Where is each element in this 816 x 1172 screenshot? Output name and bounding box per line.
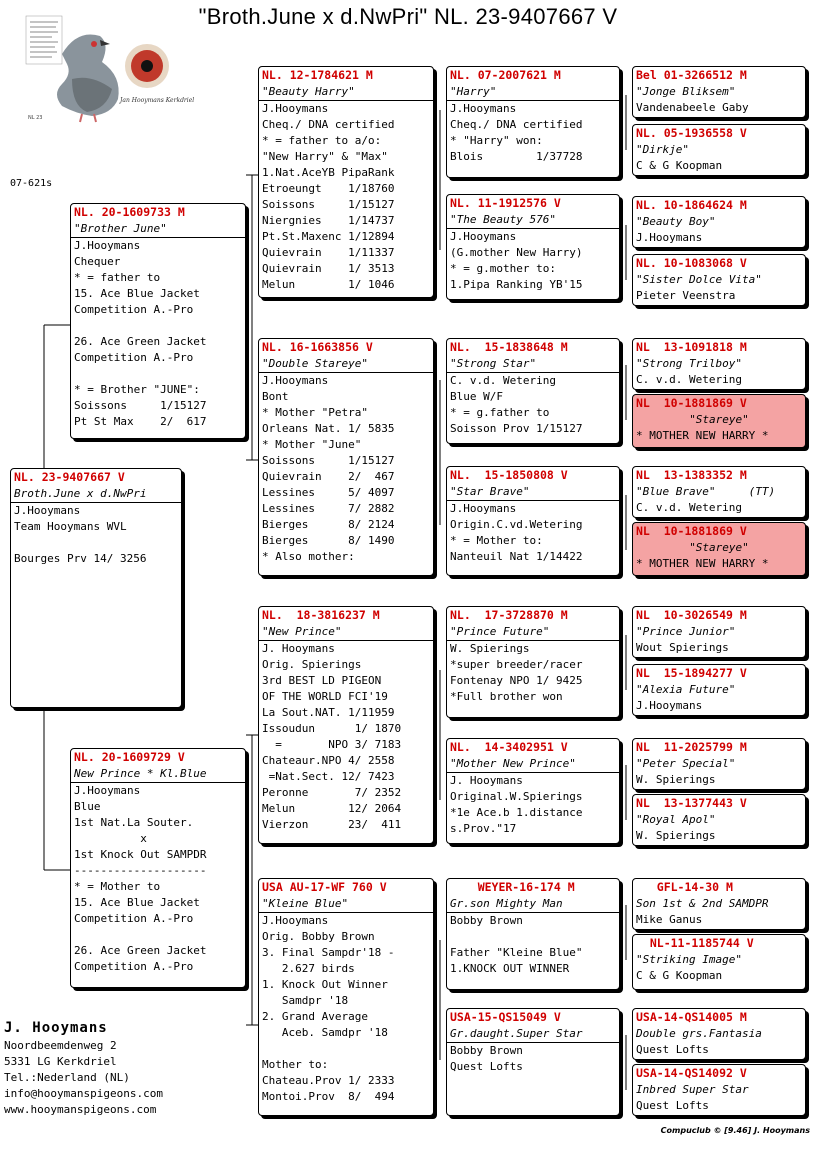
info-line: 1.Nat.AceYB PipaRank xyxy=(262,166,395,179)
info-line: Bourges Prv 14/ 3256 xyxy=(14,552,147,565)
info-line: *Full brother won xyxy=(450,690,563,703)
info-line: Wout Spierings xyxy=(636,641,729,654)
info-line: Soisson Prov 1/15127 xyxy=(450,422,583,435)
info-line: Team Hooymans WVL xyxy=(14,520,127,533)
info-line: 3rd BEST LD PIGEON xyxy=(262,674,382,687)
ring-number: NL 15-1894277 V xyxy=(636,666,747,680)
info-line: Aceb. Samdpr '18 xyxy=(262,1026,388,1039)
pigeon-name: "Jonge Bliksem" xyxy=(636,85,736,98)
info-line: J.Hooymans xyxy=(74,239,141,252)
info-line: J.Hooymans xyxy=(636,231,703,244)
owner-website[interactable]: www.hooymanspigeons.com xyxy=(4,1103,157,1116)
pigeon-name: "Mother New Prince" xyxy=(447,756,619,773)
grandparent-card[interactable] xyxy=(258,878,434,1116)
info-line: Fontenay NPO 1/ 9425 xyxy=(450,674,583,687)
pigeon-name: "Harry" xyxy=(447,84,619,101)
owner-name: J. Hooymans xyxy=(4,1020,108,1036)
pigeon-name: "Alexia Future" xyxy=(636,683,736,696)
info-line: Competition A.-Pro xyxy=(74,912,194,925)
great-grandparent-card[interactable] xyxy=(446,738,620,844)
info-line: Soissons 1/15127 xyxy=(262,454,395,467)
info-line: Orig. Spierings xyxy=(262,658,362,671)
info-line: W. Spierings xyxy=(636,829,716,842)
ring-number: NL. 18-3816237 M xyxy=(262,608,380,622)
info-line: Quest Lofts xyxy=(636,1099,709,1112)
pigeon-name: "Dirkje" xyxy=(636,143,689,156)
info-line: * Mother "Petra" xyxy=(262,406,368,419)
info-line: Chateau.Prov 1/ 2333 xyxy=(262,1074,395,1087)
owner-address: Noordbeemdenweg 2 xyxy=(4,1039,117,1052)
info-line: C. v.d. Wetering xyxy=(450,374,556,387)
info-line: J.Hooymans xyxy=(262,102,329,115)
main-pigeon-card[interactable] xyxy=(10,468,182,708)
owner-email[interactable]: info@hooymanspigeons.com xyxy=(4,1087,163,1100)
pigeon-name: "Sister Dolce Vita" xyxy=(636,273,762,286)
info-line: Blue xyxy=(74,800,101,813)
info-line xyxy=(74,366,242,382)
ring-number: USA-14-QS14005 M xyxy=(636,1010,747,1024)
info-line: Nanteuil Nat 1/14422 xyxy=(450,550,583,563)
grandparent-card[interactable] xyxy=(258,606,434,844)
info-line: J.Hooymans xyxy=(450,102,517,115)
info-line: 15. Ace Blue Jacket xyxy=(74,287,200,300)
info-line: Quievrain 2/ 467 xyxy=(262,470,395,483)
grandparent-card[interactable] xyxy=(258,338,434,576)
ring-number: NL. 10-1083068 V xyxy=(636,256,747,270)
ring-number: NL. 07-2007621 M xyxy=(450,68,561,82)
info-line: J. Hooymans xyxy=(262,642,335,655)
info-line: OF THE WORLD FCI'19 xyxy=(262,690,388,703)
ring-number: NL 13-1091818 M xyxy=(636,340,747,354)
ancestor-card[interactable] xyxy=(632,466,806,518)
pigeon-name: "Double Stareye" xyxy=(259,356,433,373)
info-line: Lessines 7/ 2882 xyxy=(262,502,395,515)
dam-card[interactable] xyxy=(70,748,246,988)
info-line: -------------------- xyxy=(74,864,207,877)
info-line: J.Hooymans xyxy=(262,914,329,927)
info-line: Quievrain 1/11337 xyxy=(262,246,395,259)
info-line: * = g.mother to: xyxy=(450,262,556,275)
ring-number: NL. 20-1609729 V xyxy=(74,750,185,764)
info-line: 2.627 birds xyxy=(262,962,355,975)
info-line: 1.KNOCK OUT WINNER xyxy=(450,962,570,975)
svg-text:Jan Hooymans Kerkdriel: Jan Hooymans Kerkdriel xyxy=(120,97,195,104)
info-line xyxy=(450,929,616,945)
ring-number: GFL-14-30 M xyxy=(636,880,733,894)
info-line: = NPO 3/ 7183 xyxy=(262,738,402,751)
pigeon-name: "New Prince" xyxy=(259,624,433,641)
info-line: J. Hooymans xyxy=(450,774,523,787)
pigeon-name: "The Beauty 576" xyxy=(447,212,619,229)
info-line: J.Hooymans xyxy=(14,504,81,517)
info-line: Mother to: xyxy=(262,1058,329,1071)
ring-number: NL-11-1185744 V xyxy=(636,936,754,950)
info-line: C. v.d. Wetering xyxy=(636,501,742,514)
info-line: * = Mother to: xyxy=(450,534,543,547)
great-grandparent-card[interactable] xyxy=(446,338,620,444)
ancestor-card[interactable] xyxy=(632,606,806,658)
pigeon-name: "Royal Apol" xyxy=(636,813,716,826)
pedigree-code: 07-621s xyxy=(10,178,53,189)
info-line: Chequer xyxy=(74,255,121,268)
ring-number: NL. 17-3728870 M xyxy=(450,608,568,622)
ring-number: NL 10-1881869 V xyxy=(636,396,747,410)
great-grandparent-card[interactable] xyxy=(446,878,620,990)
info-line: Cheq./ DNA certified xyxy=(450,118,583,131)
info-line: Pieter Veenstra xyxy=(636,289,736,302)
pigeon-name: Gr.son Mighty Man xyxy=(447,896,619,913)
ring-number: NL. 20-1609733 M xyxy=(74,205,185,219)
info-line: Niergnies 1/14737 xyxy=(262,214,395,227)
great-grandparent-card[interactable] xyxy=(446,1008,620,1116)
ring-number: NL. 16-1663856 V xyxy=(262,340,373,354)
owner-phone: Tel.:Nederland (NL) xyxy=(4,1071,130,1084)
pigeon-name: "Beauty Boy" xyxy=(636,215,716,228)
info-line: * = Mother to xyxy=(74,880,161,893)
info-line: Vierzon 23/ 411 xyxy=(262,818,402,831)
pigeon-name: Inbred Super Star xyxy=(636,1083,749,1096)
sire-card[interactable] xyxy=(70,203,246,439)
info-line: 26. Ace Green Jacket xyxy=(74,335,207,348)
info-line: x xyxy=(74,832,147,845)
info-line: Lessines 5/ 4097 xyxy=(262,486,395,499)
info-line: * = g.father to xyxy=(450,406,550,419)
info-line: "New Harry" & "Max" xyxy=(262,150,388,163)
page-title: "Broth.June x d.NwPri" NL. 23-9407667 V xyxy=(198,4,618,29)
info-line: Blois 1/37728 xyxy=(450,150,583,163)
pigeon-name: "Prince Junior" xyxy=(636,625,736,638)
ring-number: Bel 01-3266512 M xyxy=(636,68,747,82)
great-grandparent-card[interactable] xyxy=(446,66,620,178)
info-line: Montoi.Prov 8/ 494 xyxy=(262,1090,395,1103)
ancestor-card[interactable] xyxy=(632,1008,806,1060)
pigeon-name: "Stareye" xyxy=(689,413,749,426)
info-line: Bont xyxy=(262,390,289,403)
pigeon-name: "Stareye" xyxy=(689,541,749,554)
info-line: Melun 1/ 1046 xyxy=(262,278,395,291)
info-line: (G.mother New Harry) xyxy=(450,246,583,259)
ancestor-card[interactable] xyxy=(632,66,806,118)
info-line: =Nat.Sect. 12/ 7423 xyxy=(262,770,395,783)
info-line: s.Prov."17 xyxy=(450,822,517,835)
info-line: * Also mother: xyxy=(262,550,355,563)
ring-number: NL. 15-1838648 M xyxy=(450,340,568,354)
ring-number: NL 10-3026549 M xyxy=(636,608,747,622)
ancestor-card-highlight[interactable] xyxy=(632,394,806,448)
pigeon-name: Gr.daught.Super Star xyxy=(447,1026,619,1043)
ring-number: NL. 11-1912576 V xyxy=(450,196,561,210)
pigeon-name: "Kleine Blue" xyxy=(259,896,433,913)
owner-city: 5331 LG Kerkdriel xyxy=(4,1055,117,1068)
info-line: Etroeungt 1/18760 xyxy=(262,182,395,195)
info-line: Competition A.-Pro xyxy=(74,351,194,364)
ring-number: NL. 23-9407667 V xyxy=(14,470,125,484)
ancestor-card[interactable] xyxy=(632,794,806,846)
info-line: Soissons 1/15127 xyxy=(262,198,395,211)
info-line: C & G Koopman xyxy=(636,159,723,172)
info-line: Melun 12/ 2064 xyxy=(262,802,402,815)
info-line: * "Harry" won: xyxy=(450,134,543,147)
ring-number: NL. 12-1784621 M xyxy=(262,68,373,82)
great-grandparent-card[interactable] xyxy=(446,466,620,576)
ring-number: WEYER-16-174 M xyxy=(450,880,575,894)
info-line: Quest Lofts xyxy=(636,1043,709,1056)
info-line: 1.Pipa Ranking YB'15 xyxy=(450,278,583,291)
ring-number: USA AU-17-WF 760 V xyxy=(262,880,387,894)
ring-number: NL. 14-3402951 V xyxy=(450,740,568,754)
pigeon-name: "Beauty Harry" xyxy=(259,84,433,101)
info-line: *1e Ace.b 1.distance xyxy=(450,806,583,819)
info-line: 1st Nat.La Souter. xyxy=(74,816,194,829)
info-line: La Sout.NAT. 1/11959 xyxy=(262,706,395,719)
pigeon-name: Double grs.Fantasia xyxy=(636,1027,762,1040)
info-line: J.Hooymans xyxy=(74,784,141,797)
info-line: Soissons 1/15127 xyxy=(74,399,207,412)
info-line: W. Spierings xyxy=(636,773,716,786)
ancestor-card-highlight[interactable] xyxy=(632,522,806,576)
info-line: J.Hooymans xyxy=(636,699,703,712)
pigeon-name: "Blue Brave" (TT) xyxy=(636,485,776,498)
ring-number: NL 10-1881869 V xyxy=(636,524,747,538)
info-line: Mike Ganus xyxy=(636,913,703,926)
owner-contact xyxy=(4,1018,163,1118)
pigeon-name: Broth.June x d.NwPri xyxy=(11,486,181,503)
ring-number: NL 11-2025799 M xyxy=(636,740,747,754)
info-line: Quest Lofts xyxy=(450,1060,523,1073)
svg-text:NL 23: NL 23 xyxy=(28,115,43,121)
info-line xyxy=(14,535,178,551)
info-line: 1. Knock Out Winner xyxy=(262,978,388,991)
ring-number: NL. 10-1864624 M xyxy=(636,198,747,212)
ring-number: USA-14-QS14092 V xyxy=(636,1066,747,1080)
pigeon-name: "Brother June" xyxy=(71,221,245,238)
ring-number: NL 13-1377443 V xyxy=(636,796,747,810)
info-line: 2. Grand Average xyxy=(262,1010,368,1023)
info-line: Bierges 8/ 1490 xyxy=(262,534,395,547)
info-line: * = Brother "JUNE": xyxy=(74,383,200,396)
ring-number: NL. 15-1850808 V xyxy=(450,468,568,482)
pigeon-name: "Prince Future" xyxy=(447,624,619,641)
info-line: C. v.d. Wetering xyxy=(636,373,742,386)
pigeon-name: "Strong Star" xyxy=(447,356,619,373)
info-line: Orig. Bobby Brown xyxy=(262,930,375,943)
great-grandparent-card[interactable] xyxy=(446,194,620,300)
info-line: Pt.St.Maxenc 1/12894 xyxy=(262,230,395,243)
ancestor-card[interactable] xyxy=(632,196,806,248)
ring-number: NL. 05-1936558 V xyxy=(636,126,747,140)
footer-credit: Compuclub © [9.46] J. Hooymans xyxy=(660,1126,810,1135)
info-line: W. Spierings xyxy=(450,642,530,655)
ancestor-card[interactable] xyxy=(632,124,806,176)
info-line: Bierges 8/ 2124 xyxy=(262,518,395,531)
info-line: Issoudun 1/ 1870 xyxy=(262,722,402,735)
info-line: * MOTHER NEW HARRY * xyxy=(636,429,769,442)
info-line: Pt St Max 2/ 617 xyxy=(74,415,207,428)
info-line xyxy=(262,1041,430,1057)
ancestor-card[interactable] xyxy=(632,338,806,390)
info-line: Chateaur.NPO 4/ 2558 xyxy=(262,754,395,767)
info-line: C & G Koopman xyxy=(636,969,723,982)
info-line: Cheq./ DNA certified xyxy=(262,118,395,131)
pigeon-name: Son 1st & 2nd SAMDPR xyxy=(636,897,769,910)
pigeon-name: "Star Brave" xyxy=(447,484,619,501)
info-line: Peronne 7/ 2352 xyxy=(262,786,402,799)
pigeon-name: "Peter Special" xyxy=(636,757,736,770)
ancestor-card[interactable] xyxy=(632,1064,806,1116)
info-line: 3. Final Sampdr'18 - xyxy=(262,946,395,959)
info-line: 26. Ace Green Jacket xyxy=(74,944,207,957)
info-line: Origin.C.vd.Wetering xyxy=(450,518,583,531)
info-line: * = father to a/o: xyxy=(262,134,382,147)
info-line: Blue W/F xyxy=(450,390,503,403)
info-line: * MOTHER NEW HARRY * xyxy=(636,557,769,570)
info-line: J.Hooymans xyxy=(450,230,517,243)
ancestor-card[interactable] xyxy=(632,254,806,306)
info-line: 15. Ace Blue Jacket xyxy=(74,896,200,909)
info-line: * Mother "June" xyxy=(262,438,362,451)
info-line: Father "Kleine Blue" xyxy=(450,946,583,959)
info-line: * = father to xyxy=(74,271,161,284)
pigeon-name: "Strong Trilboy" xyxy=(636,357,742,370)
info-line: Competition A.-Pro xyxy=(74,303,194,316)
great-grandparent-card[interactable] xyxy=(446,606,620,718)
info-line: Bobby Brown xyxy=(450,1044,523,1057)
info-line: J.Hooymans xyxy=(262,374,329,387)
info-line: *super breeder/racer xyxy=(450,658,583,671)
info-line: Competition A.-Pro xyxy=(74,960,194,973)
pigeon-name: New Prince * Kl.Blue xyxy=(71,766,245,783)
ring-number: USA-15-QS15049 V xyxy=(450,1010,561,1024)
info-line: Original.W.Spierings xyxy=(450,790,583,803)
info-line: Bobby Brown xyxy=(450,914,523,927)
ancestor-card[interactable] xyxy=(632,934,806,990)
info-line: Vandenabeele Gaby xyxy=(636,101,749,114)
ancestor-card[interactable] xyxy=(632,878,806,930)
ring-number: NL 13-1383352 M xyxy=(636,468,747,482)
ancestor-card[interactable] xyxy=(632,738,806,790)
info-line xyxy=(74,927,242,943)
info-line: Samdpr '18 xyxy=(262,994,349,1007)
info-line: 1st Knock Out SAMPDR xyxy=(74,848,207,861)
pigeon-name: "Striking Image" xyxy=(636,953,742,966)
grandparent-card[interactable] xyxy=(258,66,434,298)
info-line: J.Hooymans xyxy=(450,502,517,515)
ancestor-card[interactable] xyxy=(632,664,806,716)
info-line xyxy=(74,318,242,334)
info-line: Orleans Nat. 1/ 5835 xyxy=(262,422,395,435)
info-line: Quievrain 1/ 3513 xyxy=(262,262,395,275)
